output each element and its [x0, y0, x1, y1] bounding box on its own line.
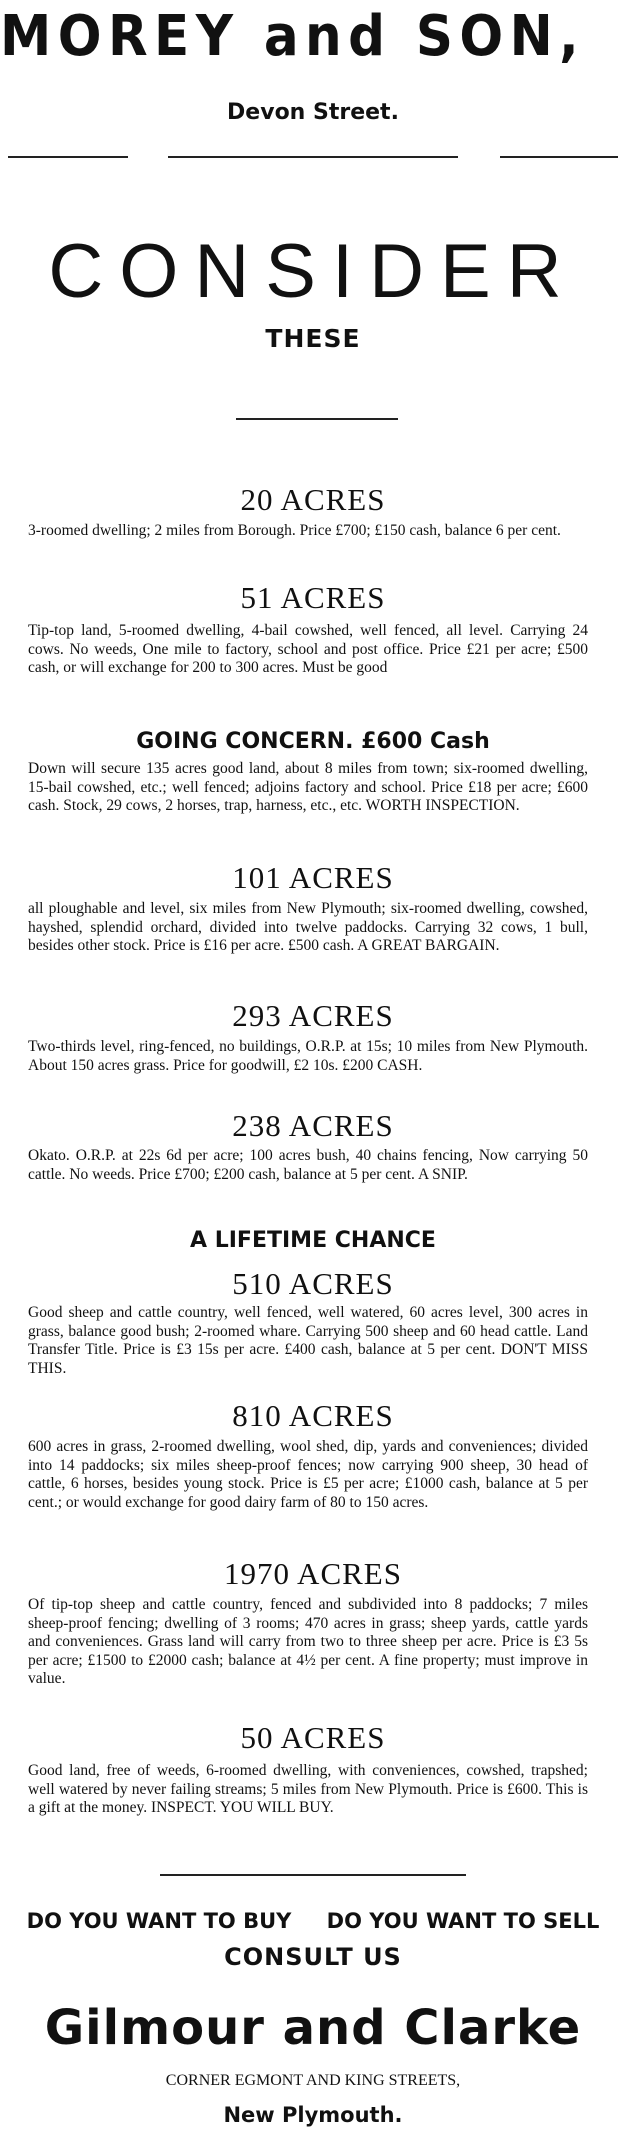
firm-name-heading: MOREY and SON, [0, 4, 586, 69]
divider [160, 1874, 466, 1876]
listing-heading: 50 ACRES [240, 1720, 386, 1755]
want-to-sell: DO YOU WANT TO SELL [326, 1909, 600, 1933]
listing-text: Good land, free of weeds, 6-roomed dwelling, with conveniences, cowshed, trapshed; well watered by never failing streams; 5 miles from New Plymouth. Price is £600. This is a gift at the money. INSPECT. YOU WILL BUY. [28, 1762, 588, 1816]
listing-heading: 810 ACRES [232, 1398, 394, 1433]
listing-text: Tip-top land, 5-roomed dwelling, 4-bail cowshed, well fenced, all level. Carrying 24 cows. No weeds, One mile to factory, school and post office. Price £21 per acre; £500 cash, or will exchange for 200 to 300 acres. Must be good [28, 622, 588, 676]
listing-heading: 101 ACRES [232, 860, 394, 895]
listing-heading: A LIFETIME CHANCE [190, 1228, 436, 1253]
firm-address: Devon Street. [227, 100, 399, 125]
listing-text: 3-roomed dwelling; 2 miles from Borough. Price £700; £150 cash, balance 6 per cent. [28, 522, 561, 539]
listing-heading: 1970 ACRES [224, 1556, 402, 1591]
listing-heading: 238 ACRES [232, 1108, 394, 1143]
agent-firm-name: Gilmour and Clarke [44, 2000, 582, 2056]
consult-us: CONSULT US [224, 1943, 402, 1971]
listing-subheading: 510 ACRES [232, 1266, 394, 1301]
listing-heading: 20 ACRES [240, 482, 386, 517]
listing-text: 600 acres in grass, 2-roomed dwelling, wool shed, dip, yards and conveniences; divided into 14 paddocks; six miles sheep-proof fences; now carrying 900 sheep, 30 head of cattle, 6 horses, besides young stock. Price is £5 per acre; £1000 cash, balance at 5 per cent.; or would exchange for good dairy farm of 80 to 150 acres. [28, 1438, 588, 1511]
listing-heading: 293 ACRES [232, 998, 394, 1033]
listing-text: all ploughable and level, six miles from New Plymouth; six-roomed dwelling, cowshed, hayshed, splendid orchard, divided into twelve paddocks. Carrying 32 cows, 1 bull, besides other stock. Price is £16 per acre. £500 cash. A GREAT BARGAIN. [28, 900, 588, 954]
listing-text: Good sheep and cattle country, well fenced, well watered, 60 acres level, 300 acres in grass, balance good bush; 2-roomed whare. Carrying 500 sheep and 60 head cattle. Land Transfer Title. Price is £3 15s per acre. £400 cash, balance at 5 per cent. DON'T MISS THIS. [28, 1304, 588, 1377]
want-to-buy: DO YOU WANT TO BUY [26, 1909, 292, 1933]
listing-text: Two-thirds level, ring-fenced, no buildings, O.R.P. at 15s; 10 miles from New Plymouth. About 150 acres grass. Price for goodwill, £2 10s. £200 CASH. [28, 1038, 588, 1074]
listing-text: Okato. O.R.P. at 22s 6d per acre; 100 acres bush, 40 chains fencing, Now carrying 50 cattle. No weeds. Price £700; £200 cash, balance at 5 per cent. A SNIP. [28, 1147, 588, 1183]
divider [168, 156, 458, 158]
listing-heading: GOING CONCERN. £600 Cash [136, 729, 490, 754]
divider [500, 156, 618, 158]
page-subtitle: THESE [265, 324, 361, 353]
listing-text: Down will secure 135 acres good land, about 8 miles from town; six-roomed dwelling, 15-bail cowshed, etc.; well fenced; adjoins factory and school. Price £18 per acre; £600 cash. Stock, 29 cows, 2 horses, trap, harness, etc., etc. WORTH INSPECTION. [28, 760, 588, 814]
divider [8, 156, 128, 158]
agent-town: New Plymouth. [223, 2103, 403, 2127]
agent-address: CORNER EGMONT AND KING STREETS, [165, 2072, 461, 2089]
divider [236, 418, 398, 420]
page-title: CONSIDER [48, 229, 578, 314]
listing-heading: 51 ACRES [240, 580, 386, 615]
listing-text: Of tip-top sheep and cattle country, fenced and subdivided into 8 paddocks; 7 miles sheep-proof fencing; dwelling of 3 rooms; 470 acres in grass; sheep yards, cattle yards and conveniences. Grass land will carry from two to three sheep per acre. Price is £3 5s per acre; £1500 to £2000 cash; balance at 4½ per cent. A fine property; must improve in value. [28, 1596, 588, 1687]
want-to-buy-sell [0, 1909, 626, 1933]
